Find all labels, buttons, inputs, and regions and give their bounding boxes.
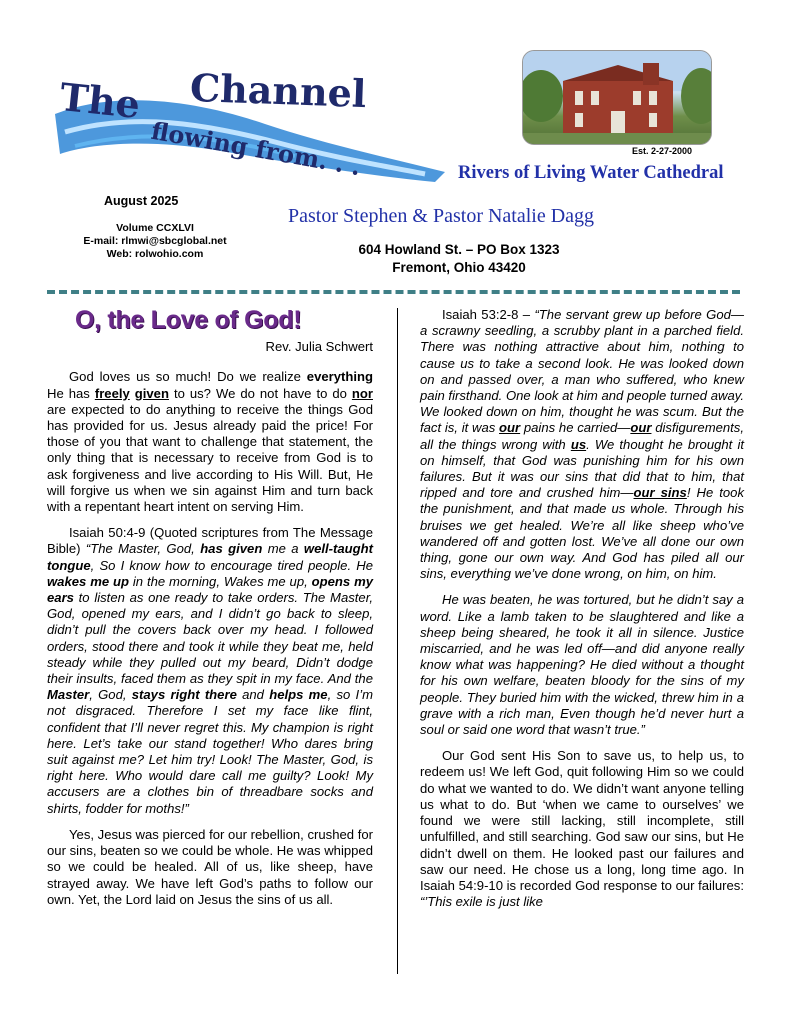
article-byline: Rev. Julia Schwert [265,339,373,355]
paragraph-isaiah-50: Isaiah 50:4-9 (Quoted scriptures from The Message Bible) “The Master, God, has given me a well-taught tongue, So I know how to encourage tired people. He wakes me up in the morning, Wakes me up, opens my ears to listen as one ready to take orders. The Master, God, opened my ears, and I didn’t go back to sleep, didn’t pull the covers back over my head. I followed orders, stood there and took it while they beat me, held steady while they pulled out my beard, Didn’t dodge their insults, faced them as they spit in my face. And the Master, God, stays right there and helps me, so I’m not disgraced. Therefore I set my face like flint, confident that I’ll never regret this. My champion is right here. Let’s take our stand together! Who dares bring suit against me? Let him try! Look! The Master, God, is right here. Who would dare call me guilty? Look! My accusers are a clothes bin of threadbare socks and shirts, fodder for moths!” [47,525,374,816]
church-photo [522,50,712,145]
paragraph-isaiah-53: Isaiah 53:2-8 – “The servant grew up before God—a scrawny seedling, a scrubby plant in a parched field. There was nothing attractive about him, nothing to cause us to take a second look. He was looked down on and passed over, a man who suffered, who knew pain firsthand. One look at him and people turned away. We looked down on him, thought he was scum. But the fact is, it was our pains he carried—our disfigurements, all the things wrong with us. We thought he brought it on himself, that God was punishing him for his own failures. But it was our sins that did that to him, that ripped and tore and crushed him—our sins! He took the punishment, and that made us whole. Through his bruises we get healed. We’re all like sheep who’ve wandered off and gotten lost. We’ve all done our own thing, gone our own way. And God has piled all our sins, everything we’ve done wrong, on him, on him. [420,307,745,582]
article-headline: O, the Love of God! [75,306,302,334]
paragraph-jesus-pierced: Yes, Jesus was pierced for our rebellion, crushed for our sins, beaten so we could be whole. He was whipped so we could be healed. All of us, like sheep, have strayed away. We have left God’s paths to follow our own. Yet, the Lord laid on Jesus the sins of us all. [47,826,373,907]
column-divider [397,308,398,974]
article-left-column [47,300,373,918]
address-city: Fremont, Ohio 43420 [392,260,526,275]
volume-number: Volume CCXLVI [116,222,194,234]
address-street: 604 Howland St. – PO Box 1323 [358,242,560,257]
dashed-divider [47,290,740,295]
paragraph-god-sent: Our God sent His Son to save us, to help us, to redeem us! We left God, quit following Him so we could do what we wanted to do. We didn’t want anyone telling us what to do. But ‘when we came to ourselves’ we found we were still lacking, still incomplete, still unfulfilled, and still searching. God saw our sins, but He didn’t dwell on them. He looked past our failures and saw our need. He chose us a long, long time ago. In Isaiah 54:9-10 is recorded God response to our failures: “’This exile is just like [420,748,744,910]
church-address [330,241,588,277]
issue-date: August 2025 [104,194,179,208]
paragraph-beaten: He was beaten, he was tortured, but he didn’t say a word. Like a lamb taken to be slaughtered and like a sheep being sheared, he took it all in silence. Justice miscarried, and he was led off—and did anyone really know what was happening? He died without a thought for his own welfare, beaten bloody for the sins of my people. They buried him with the wicked, threw him in a grave with a rich man, Even though he’d never hurt a soul or said one word that wasn’t true.” [420,592,744,738]
masthead-title-flowing: flowing from. . . [149,115,363,182]
pastors-names: Pastor Stephen & Pastor Natalie Dagg [288,205,595,227]
issue-info [60,222,250,261]
article-right-column [420,307,744,920]
masthead-title-channel: Channel [189,64,368,117]
email-address: E-mail: rlmwi@sbcglobal.net [83,235,227,247]
masthead-title-the: The [57,73,143,128]
established-date: Est. 2-27-2000 [632,146,693,156]
website: Web: rolwohio.com [106,248,204,260]
paragraph-intro: God loves us so much! Do we realize everything He has freely given to us? We do not have to do nor are expected to do anything to receive the things God has provided for us. Jesus already paid the price! For those of you that want to challenge that statement, the only thing that is necessary to receive from God is to ask forgiveness and live according to His Will. But, He will forgive us when we sin against Him and turn back with a repentant heart intent on serving Him. [47,369,373,515]
church-name: Rivers of Living Water Cathedral [458,163,724,183]
